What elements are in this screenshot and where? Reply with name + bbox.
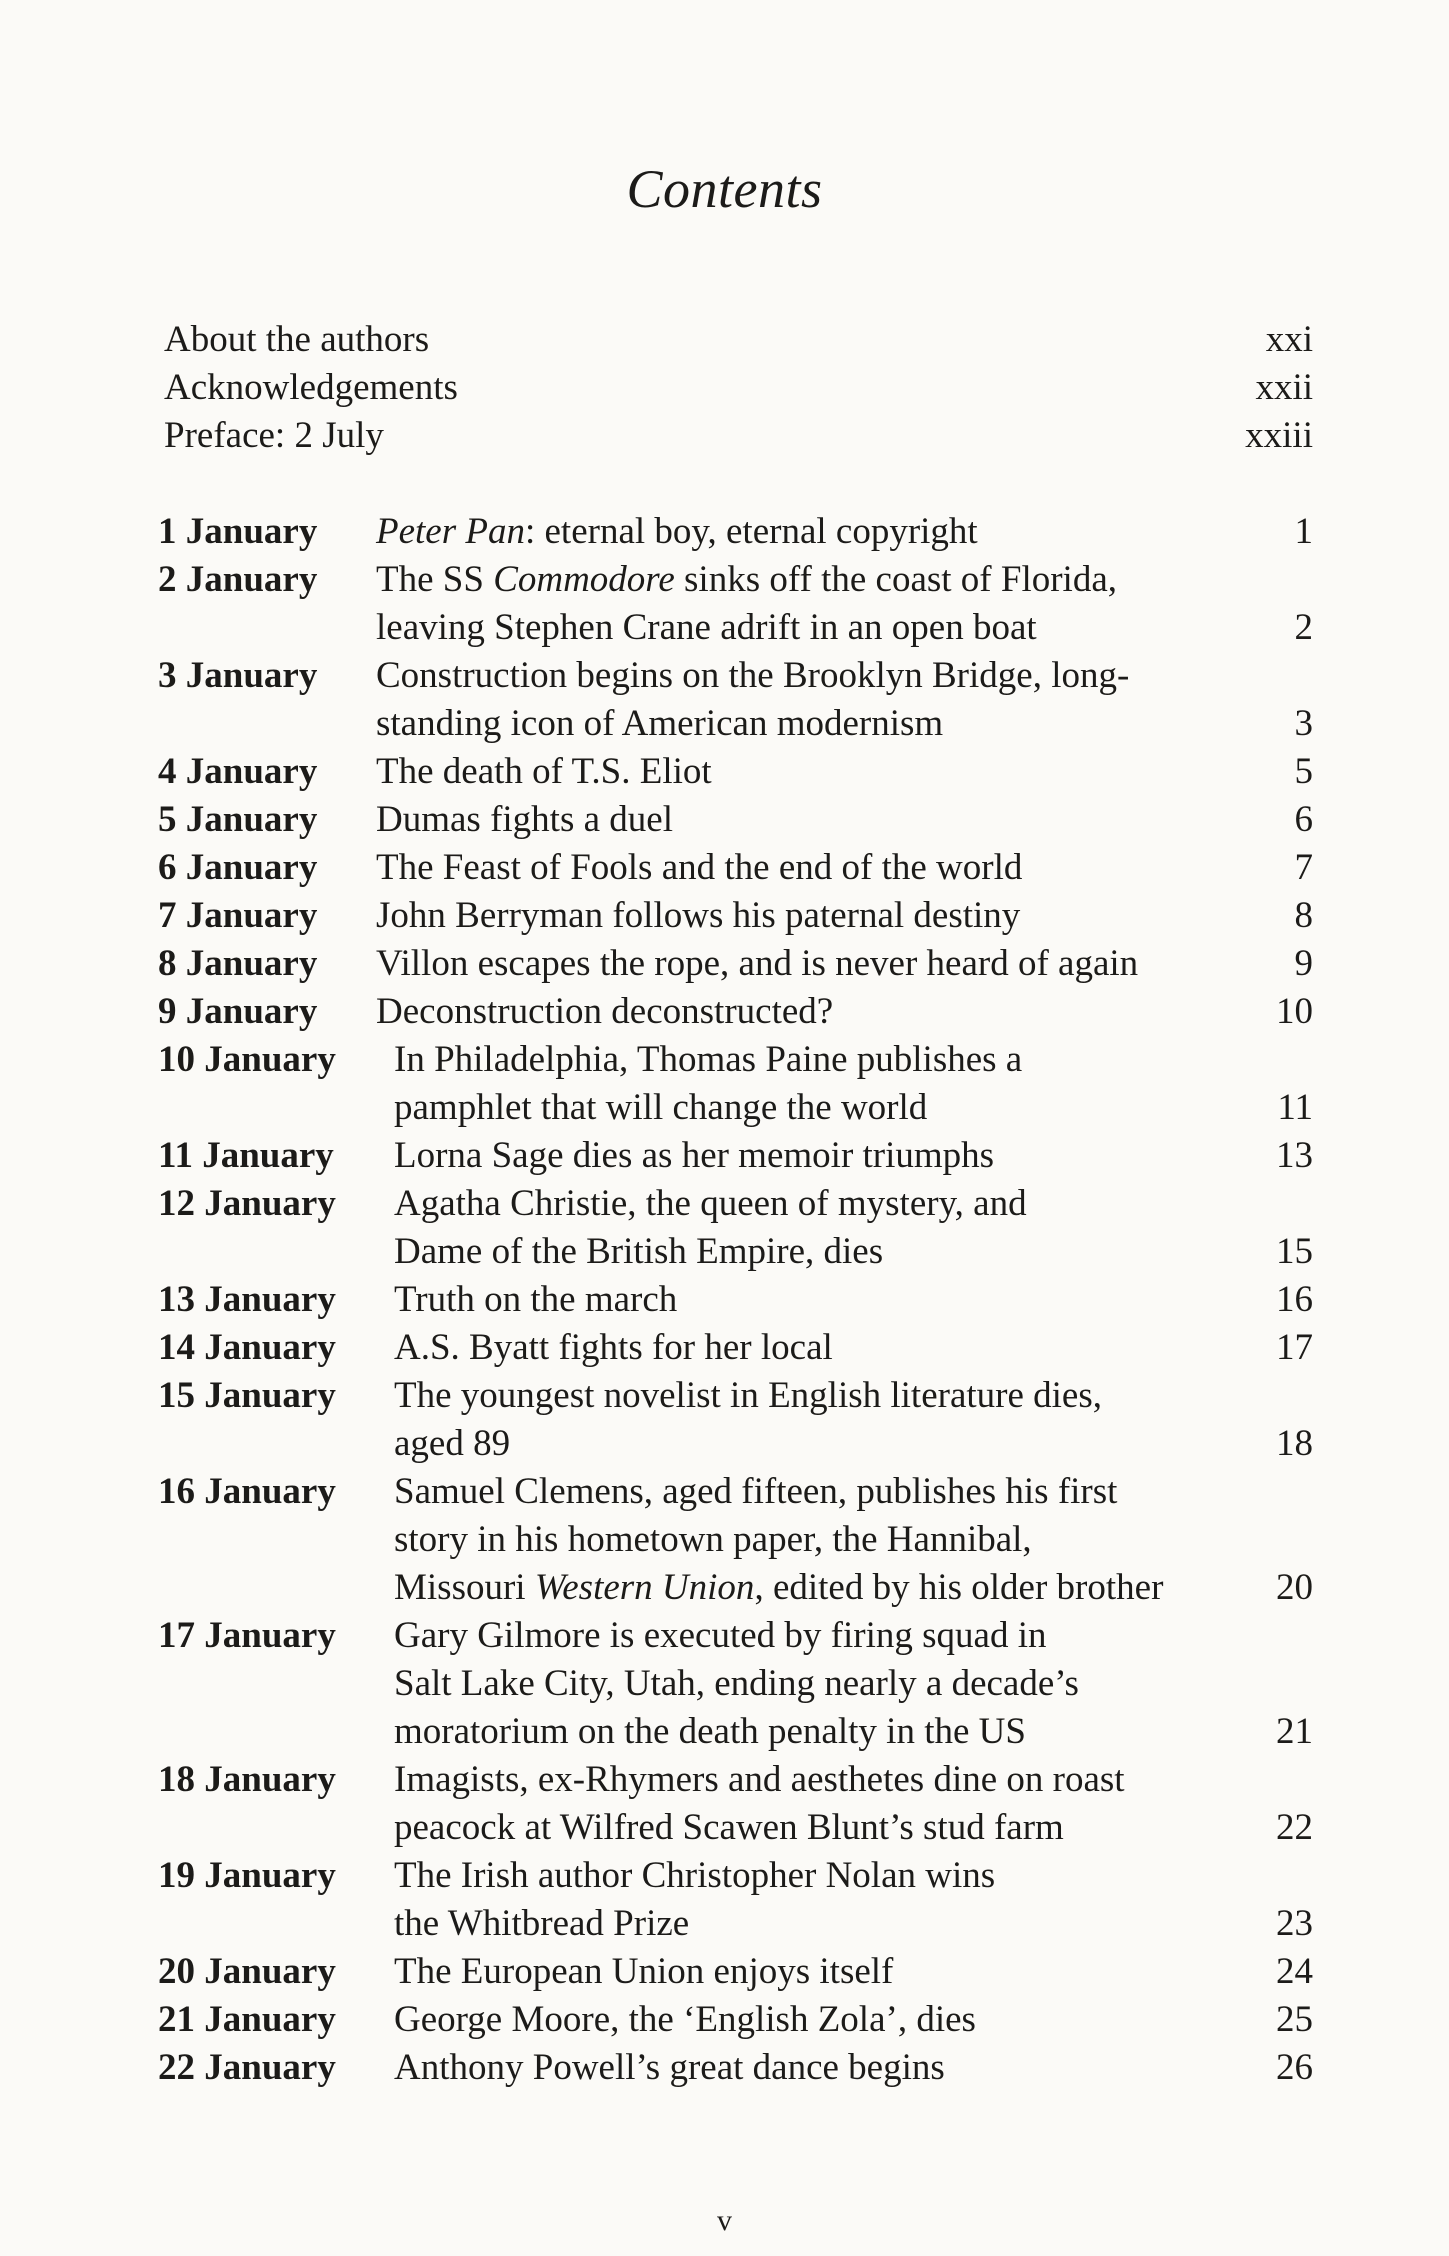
- front-matter-page: xxii: [1255, 367, 1313, 408]
- entry-title: [376, 940, 1138, 988]
- contents-entry: [158, 1948, 1313, 1996]
- front-matter-label: About the authors: [164, 319, 430, 360]
- contents-entry: [158, 1036, 1313, 1132]
- title-text: John Berryman follows his paternal destiny: [376, 895, 1021, 936]
- entry-page: 20: [1276, 1567, 1313, 1608]
- entry-page: 9: [1294, 943, 1313, 984]
- entry-date: 6 January: [158, 847, 318, 888]
- front-matter-page: xxi: [1265, 319, 1313, 360]
- contents-entry: [158, 508, 1313, 556]
- entry-page: 22: [1276, 1807, 1313, 1848]
- entry-page: 16: [1276, 1279, 1313, 1320]
- entry-text: [394, 1756, 1313, 1852]
- entry-title: [394, 1660, 1079, 1708]
- entry-line: [394, 1468, 1313, 1516]
- entry-title: [394, 2044, 945, 2092]
- contents-entry: [158, 1324, 1313, 1372]
- italic-title: Commodore: [493, 559, 675, 600]
- entry-page: 18: [1276, 1423, 1313, 1464]
- entry-text: [376, 940, 1313, 988]
- entry-title: [394, 1900, 689, 1948]
- contents-list: [158, 508, 1313, 2092]
- entry-date: 4 January: [158, 751, 318, 792]
- entry-line: [394, 1996, 1313, 2044]
- entry-title: [376, 796, 673, 844]
- entry-text: [376, 892, 1313, 940]
- entry-line: [394, 1564, 1313, 1612]
- contents-entry: [158, 844, 1313, 892]
- entry-line: [376, 652, 1313, 700]
- entry-page: 11: [1277, 1087, 1313, 1128]
- entry-page: 21: [1276, 1711, 1313, 1752]
- contents-entry: [158, 988, 1313, 1036]
- entry-line: [376, 988, 1313, 1036]
- front-matter-row: [164, 412, 1313, 460]
- entry-title: [376, 508, 978, 556]
- entry-line: [376, 892, 1313, 940]
- front-matter-list: [164, 316, 1313, 460]
- title-text: Dame of the British Empire, dies: [394, 1231, 884, 1272]
- contents-entry: [158, 1852, 1313, 1948]
- title-text: In Philadelphia, Thomas Paine publishes a: [394, 1039, 1023, 1080]
- entry-page: [1273, 1852, 1313, 1900]
- entry-line: [394, 1036, 1313, 1084]
- entry-date: 20 January: [158, 1951, 336, 1992]
- entry-page: 6: [1294, 799, 1313, 840]
- entry-date: 21 January: [158, 1999, 336, 2040]
- entry-page: 15: [1276, 1231, 1313, 1272]
- entry-text: [394, 1612, 1313, 1756]
- entry-title: [394, 1084, 927, 1132]
- entry-page: [1273, 1660, 1313, 1708]
- entry-title: [394, 1468, 1117, 1516]
- entry-text: [394, 1324, 1313, 1372]
- entry-date: 2 January: [158, 559, 318, 600]
- entry-title: [394, 1372, 1102, 1420]
- entry-title: [376, 652, 1129, 700]
- title-text: pamphlet that will change the world: [394, 1087, 928, 1128]
- entry-line: [394, 1756, 1313, 1804]
- title-text: George Moore, the ‘English Zola’, dies: [394, 1999, 976, 2040]
- title-text: the Whitbread Prize: [394, 1903, 690, 1944]
- entry-date: 12 January: [158, 1183, 336, 1224]
- entry-title: [394, 1036, 1022, 1084]
- entry-title: [376, 748, 712, 796]
- entry-page: 24: [1276, 1951, 1313, 1992]
- entry-text: [376, 652, 1313, 748]
- entry-date: 13 January: [158, 1279, 336, 1320]
- contents-entry: [158, 1276, 1313, 1324]
- entry-page: 2: [1294, 607, 1313, 648]
- title-text: Gary Gilmore is executed by firing squad in: [394, 1615, 1047, 1656]
- entry-title: [394, 1996, 976, 2044]
- entry-page: [1273, 1372, 1313, 1420]
- entry-title: [376, 844, 1022, 892]
- contents-entry: [158, 940, 1313, 988]
- contents-entry: [158, 892, 1313, 940]
- entry-page: 1: [1294, 511, 1313, 552]
- entry-date: 14 January: [158, 1327, 336, 1368]
- entry-line: [394, 1084, 1313, 1132]
- entry-page: [1273, 1180, 1313, 1228]
- entry-line: [394, 1804, 1313, 1852]
- entry-date: 22 January: [158, 2047, 336, 2088]
- title-text: Villon escapes the rope, and is never heard of again: [376, 943, 1139, 984]
- contents-entry: [158, 1132, 1313, 1180]
- entry-title: [394, 1756, 1125, 1804]
- title-text: The SS: [376, 559, 494, 600]
- entry-title: [394, 1708, 1026, 1756]
- entry-page: 23: [1276, 1903, 1313, 1944]
- italic-title: Western Union: [534, 1567, 755, 1608]
- entry-title: [394, 1276, 677, 1324]
- entry-line: [394, 2044, 1313, 2092]
- entry-line: [376, 556, 1313, 604]
- entry-line: [394, 1180, 1313, 1228]
- entry-page: 7: [1294, 847, 1313, 888]
- title-text: Dumas fights a duel: [376, 799, 673, 840]
- entry-page: 17: [1276, 1327, 1313, 1368]
- entry-page: [1273, 1756, 1313, 1804]
- entry-line: [376, 844, 1313, 892]
- entry-line: [394, 1132, 1313, 1180]
- contents-entry: [158, 748, 1313, 796]
- entry-line: [376, 748, 1313, 796]
- title-text: The youngest novelist in English literature dies,: [394, 1375, 1103, 1416]
- entry-text: [394, 2044, 1313, 2092]
- entry-title: [394, 1180, 1027, 1228]
- front-matter-label: Preface: 2 July: [164, 415, 384, 456]
- entry-line: [376, 700, 1313, 748]
- entry-line: [394, 1324, 1313, 1372]
- entry-text: [376, 748, 1313, 796]
- entry-title: [376, 988, 833, 1036]
- entry-page: [1273, 1468, 1313, 1516]
- entry-text: [394, 1180, 1313, 1276]
- title-text: Deconstruction deconstructed?: [376, 991, 834, 1032]
- entry-text: [376, 844, 1313, 892]
- entry-text: [394, 1852, 1313, 1948]
- entry-title: [394, 1852, 995, 1900]
- title-text: The death of T.S. Eliot: [376, 751, 712, 792]
- entry-line: [394, 1516, 1313, 1564]
- entry-date: 18 January: [158, 1759, 336, 1800]
- title-text: , edited by his older brother: [754, 1567, 1164, 1608]
- entry-title: [394, 1420, 510, 1468]
- entry-text: [394, 1276, 1313, 1324]
- contents-entry: [158, 1612, 1313, 1756]
- front-matter-label: Acknowledgements: [164, 367, 458, 408]
- entry-title: [394, 1228, 883, 1276]
- entry-title: [376, 604, 1037, 652]
- entry-title: [394, 1324, 833, 1372]
- entry-text: [394, 1996, 1313, 2044]
- entry-line: [394, 1276, 1313, 1324]
- title-text: Truth on the march: [394, 1279, 678, 1320]
- entry-page: 8: [1294, 895, 1313, 936]
- title-text: Construction begins on the Brooklyn Bridge, long-: [376, 655, 1130, 696]
- entry-line: [376, 940, 1313, 988]
- entry-line: [376, 796, 1313, 844]
- contents-entry: [158, 1468, 1313, 1612]
- entry-title: [394, 1948, 893, 1996]
- entry-line: [394, 1228, 1313, 1276]
- entry-page: 13: [1276, 1135, 1313, 1176]
- entry-line: [394, 1852, 1313, 1900]
- entry-date: 3 January: [158, 655, 318, 696]
- title-text: The Feast of Fools and the end of the world: [376, 847, 1023, 888]
- entry-line: [376, 604, 1313, 652]
- entry-page: [1273, 1612, 1313, 1660]
- entry-title: [376, 892, 1020, 940]
- title-text: Imagists, ex-Rhymers and aesthetes dine on roast: [394, 1759, 1125, 1800]
- title-text: The European Union enjoys itself: [394, 1951, 894, 1992]
- title-text: story in his hometown paper, the Hannibal,: [394, 1519, 1032, 1560]
- entry-title: [394, 1132, 994, 1180]
- title-text: Agatha Christie, the queen of mystery, and: [394, 1183, 1027, 1224]
- entry-title: [394, 1612, 1046, 1660]
- title-text: Samuel Clemens, aged fifteen, publishes his first: [394, 1471, 1118, 1512]
- entry-page: [1273, 1036, 1313, 1084]
- title-text: sinks off the coast of Florida,: [674, 559, 1117, 600]
- entry-title: [394, 1564, 1163, 1612]
- page-title: Contents: [626, 159, 823, 219]
- entry-line: [394, 1372, 1313, 1420]
- entry-date: 1 January: [158, 511, 318, 552]
- title-text: moratorium on the death penalty in the US: [394, 1711, 1026, 1752]
- title-text: Missouri: [394, 1567, 535, 1608]
- entry-title: [376, 700, 943, 748]
- contents-entry: [158, 556, 1313, 652]
- entry-date: 15 January: [158, 1375, 336, 1416]
- entry-date: 11 January: [158, 1135, 334, 1176]
- contents-entry: [158, 1180, 1313, 1276]
- title-text: Lorna Sage dies as her memoir triumphs: [394, 1135, 995, 1176]
- page-number: [0, 2204, 1449, 2256]
- entry-page: 10: [1276, 991, 1313, 1032]
- entry-text: [376, 556, 1313, 652]
- entry-title: [394, 1804, 1064, 1852]
- entry-text: [376, 988, 1313, 1036]
- entry-line: [394, 1420, 1313, 1468]
- entry-page: 26: [1276, 2047, 1313, 2088]
- title-text: Salt Lake City, Utah, ending nearly a decade’s: [394, 1663, 1079, 1704]
- entry-date: 10 January: [158, 1039, 336, 1080]
- entry-date: 19 January: [158, 1855, 336, 1896]
- entry-page: 5: [1294, 751, 1313, 792]
- entry-line: [394, 1948, 1313, 1996]
- entry-text: [394, 1132, 1313, 1180]
- front-matter-row: [164, 364, 1313, 412]
- contents-entry: [158, 796, 1313, 844]
- entry-page: 25: [1276, 1999, 1313, 2040]
- title-text: standing icon of American modernism: [376, 703, 944, 744]
- entry-date: 16 January: [158, 1471, 336, 1512]
- entry-date: 17 January: [158, 1615, 336, 1656]
- entry-line: [394, 1708, 1313, 1756]
- entry-date: 9 January: [158, 991, 318, 1032]
- title-text: A.S. Byatt fights for her local: [394, 1327, 833, 1368]
- italic-title: Peter Pan: [376, 511, 525, 552]
- entry-line: [376, 508, 1313, 556]
- entry-text: [394, 1948, 1313, 1996]
- folio-label: v: [717, 2204, 732, 2237]
- title-text: The Irish author Christopher Nolan wins: [394, 1855, 996, 1896]
- entry-title: [394, 1516, 1032, 1564]
- entry-page: [1273, 556, 1313, 604]
- title-text: aged 89: [394, 1423, 511, 1464]
- title-text: peacock at Wilfred Scawen Blunt’s stud farm: [394, 1807, 1064, 1848]
- entry-text: [376, 508, 1313, 556]
- title-text: Anthony Powell’s great dance begins: [394, 2047, 945, 2088]
- contents-entry: [158, 1756, 1313, 1852]
- contents-entry: [158, 1996, 1313, 2044]
- entry-date: 8 January: [158, 943, 318, 984]
- entry-line: [394, 1900, 1313, 1948]
- front-matter-row: [164, 316, 1313, 364]
- contents-entry: [158, 1372, 1313, 1468]
- entry-page: 3: [1294, 703, 1313, 744]
- entry-text: [376, 796, 1313, 844]
- entry-text: [394, 1372, 1313, 1468]
- contents-entry: [158, 2044, 1313, 2092]
- entry-line: [394, 1612, 1313, 1660]
- contents-entry: [158, 652, 1313, 748]
- entry-title: [376, 556, 1117, 604]
- entry-line: [394, 1660, 1313, 1708]
- front-matter-page: xxiii: [1245, 415, 1313, 456]
- entry-page: [1273, 1516, 1313, 1564]
- entry-text: [394, 1468, 1313, 1612]
- entry-page: [1273, 652, 1313, 700]
- entry-date: 7 January: [158, 895, 318, 936]
- title-text: leaving Stephen Crane adrift in an open boat: [376, 607, 1037, 648]
- entry-text: [394, 1036, 1313, 1132]
- title-text: : eternal boy, eternal copyright: [524, 511, 978, 552]
- entry-date: 5 January: [158, 799, 318, 840]
